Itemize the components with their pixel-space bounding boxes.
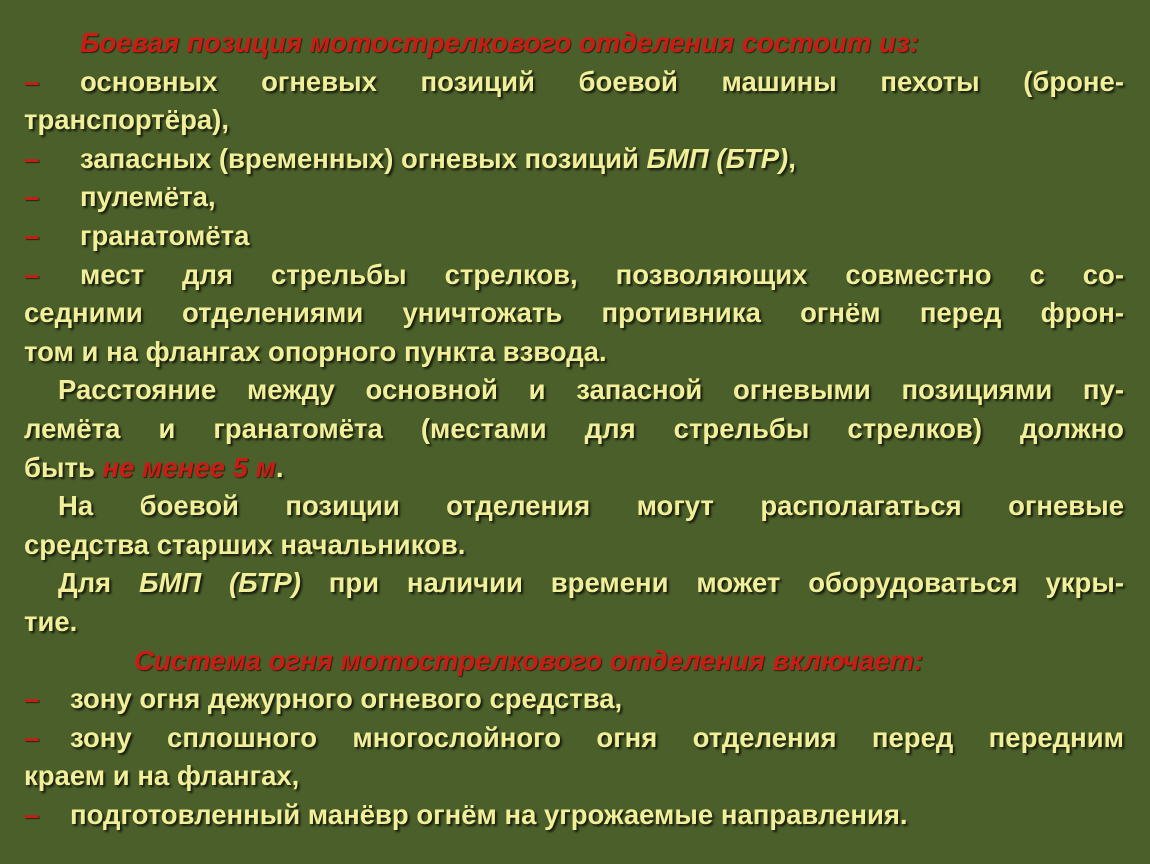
- slide-content: [24, 24, 1124, 834]
- dash-marker: –: [24, 721, 40, 753]
- paragraph-distance-line: [24, 449, 1124, 488]
- list-item-text: пулемёта,: [80, 181, 216, 213]
- list-item-main-positions: [24, 63, 1124, 102]
- list-item-text: подготовленный манёвр огнём на угрожаемые направления.: [70, 798, 908, 830]
- list-item-text: зону сплошного многослойного огня отделения перед передним: [70, 721, 1124, 753]
- paragraph-distance-line: Расстояние между основной и запасной огневыми позициями пу-: [58, 374, 1124, 406]
- dash-marker: –: [24, 798, 40, 830]
- distance-highlight: не менее 5 м: [102, 451, 276, 483]
- dash-marker: –: [24, 65, 40, 97]
- list-item-emphasis: БМП (БТР): [646, 142, 789, 174]
- paragraph-emphasis: БМП (БТР): [138, 567, 301, 599]
- dash-marker: –: [24, 181, 40, 213]
- dash-marker: –: [24, 683, 40, 715]
- dash-marker: –: [24, 258, 40, 290]
- dash-marker: –: [24, 142, 40, 174]
- paragraph-shelter-line: [24, 564, 1124, 603]
- list-item-duty-fire-zone: [24, 680, 1124, 719]
- paragraph-text: .: [275, 451, 284, 483]
- list-item-reserve-positions: [24, 140, 1124, 179]
- list-item-text: зону огня дежурного огневого средства,: [70, 683, 623, 715]
- list-item-continuation: седними отделениями уничтожать противника огнём перед фрон-: [24, 297, 1124, 329]
- paragraph-distance-line: лемёта и гранатомёта (местами для стрельбы стрелков) должно: [24, 412, 1124, 444]
- paragraph-text: Для: [58, 567, 139, 599]
- paragraph-text: быть: [24, 451, 103, 483]
- list-item-continuation: краем и на флангах,: [24, 760, 300, 792]
- list-item-machine-gun: [24, 178, 1124, 217]
- list-item-grenade-launcher: [24, 217, 1124, 256]
- list-item-tail: ,: [788, 142, 796, 174]
- heading-fire-system: Система огня мотострелкового отделения включает:: [134, 644, 924, 676]
- list-item-fire-maneuver: [24, 796, 1124, 835]
- list-item-continuous-fire-zone: [24, 719, 1124, 758]
- paragraph-senior-weapons-line: средства старших начальников.: [24, 528, 466, 560]
- list-item-rifle-places: [24, 256, 1124, 295]
- heading-combat-position: Боевая позиция мотострелкового отделения состоит из:: [80, 27, 919, 58]
- list-item-text: основных огневых позиций боевой машины пехоты (броне-: [80, 65, 1124, 97]
- dash-marker: –: [24, 219, 40, 251]
- list-item-continuation: транспортёра),: [24, 104, 229, 136]
- list-item-continuation: том и на флангах опорного пункта взвода.: [24, 335, 607, 367]
- paragraph-text: при наличии времени может оборудоваться укры-: [300, 567, 1124, 599]
- list-item-text: запасных (временных) огневых позиций: [80, 142, 647, 174]
- list-item-text: мест для стрельбы стрелков, позволяющих совместно с со-: [80, 258, 1124, 290]
- list-item-text: гранатомёта: [80, 219, 250, 251]
- paragraph-senior-weapons-line: На боевой позиции отделения могут располагаться огневые: [58, 490, 1124, 522]
- paragraph-shelter-line: тие.: [24, 605, 78, 637]
